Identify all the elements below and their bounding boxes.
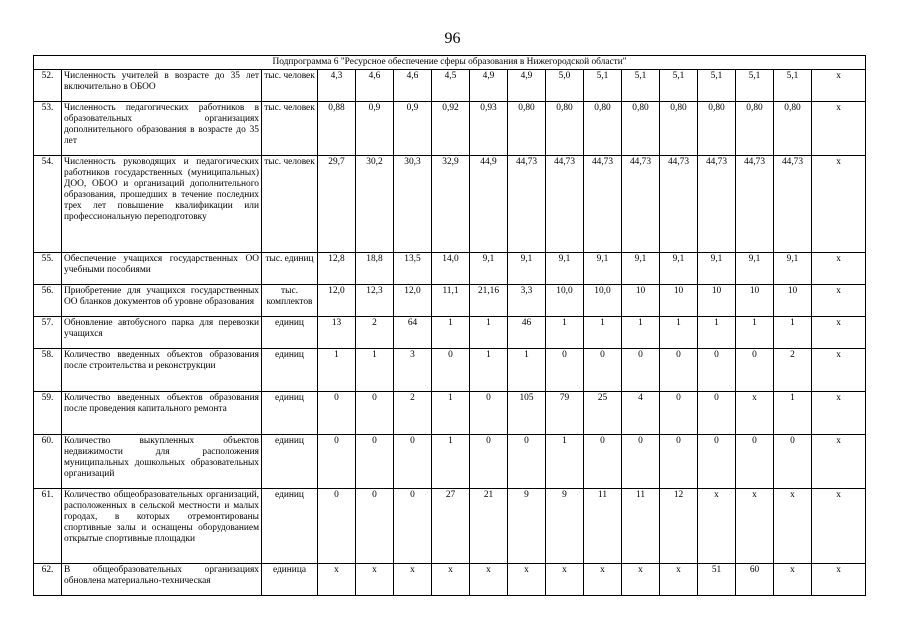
- value-cell: 9,1: [736, 253, 774, 285]
- value-cell: 12: [660, 489, 698, 564]
- value-cell: x: [584, 564, 622, 596]
- table-row: [34, 489, 866, 564]
- value-cell: x: [432, 564, 470, 596]
- value-cell: 0,80: [622, 102, 660, 156]
- value-cell: 0: [356, 392, 394, 435]
- value-cell: 2: [356, 317, 394, 349]
- row-number: 59.: [34, 392, 62, 435]
- value-cell: 4,9: [470, 70, 508, 102]
- table-row: [34, 102, 866, 156]
- value-cell: x: [622, 564, 660, 596]
- row-number: 54.: [34, 156, 62, 253]
- indicator-name: Приобретение для учащихся государственных ОО бланков документов об уровне образования: [62, 285, 262, 317]
- value-cell: 0: [356, 489, 394, 564]
- value-cell: 0: [698, 392, 736, 435]
- table-row: [34, 392, 866, 435]
- row-number: 58.: [34, 349, 62, 392]
- value-cell: 0: [356, 435, 394, 489]
- table-row: [34, 253, 866, 285]
- value-cell: 10: [698, 285, 736, 317]
- subprogram-title: Подпрограмма 6 "Ресурсное обеспечение сферы образования в Нижегородской области": [34, 56, 866, 70]
- value-cell: 0,9: [394, 102, 432, 156]
- indicator-name: Численность педагогических работников в образовательных организациях дополнительного образования в возрасте до 35 лет: [62, 102, 262, 156]
- value-cell: 79: [546, 392, 584, 435]
- value-cell: x: [812, 156, 866, 253]
- value-cell: x: [812, 489, 866, 564]
- value-cell: 9,1: [584, 253, 622, 285]
- value-cell: x: [812, 435, 866, 489]
- table-row: [34, 435, 866, 489]
- value-cell: 1: [774, 392, 812, 435]
- value-cell: 1: [546, 435, 584, 489]
- value-cell: 1: [546, 317, 584, 349]
- value-cell: 10,0: [546, 285, 584, 317]
- indicator-name: Обновление автобусного парка для перевозки учащихся: [62, 317, 262, 349]
- value-cell: 18,8: [356, 253, 394, 285]
- value-cell: 5,1: [660, 70, 698, 102]
- value-cell: 1: [432, 435, 470, 489]
- value-cell: 44,73: [660, 156, 698, 253]
- value-cell: 0: [622, 349, 660, 392]
- value-cell: 9: [546, 489, 584, 564]
- value-cell: 0: [584, 435, 622, 489]
- value-cell: x: [394, 564, 432, 596]
- value-cell: 0: [318, 489, 356, 564]
- value-cell: x: [736, 392, 774, 435]
- value-cell: 44,73: [698, 156, 736, 253]
- value-cell: x: [774, 564, 812, 596]
- value-cell: 10: [660, 285, 698, 317]
- value-cell: 0: [736, 435, 774, 489]
- value-cell: 12,8: [318, 253, 356, 285]
- value-cell: 0: [470, 392, 508, 435]
- indicators-table: [33, 55, 866, 596]
- indicator-name: Численность учителей в возрасте до 35 лет включительно в ОБОО: [62, 70, 262, 102]
- value-cell: 1: [660, 317, 698, 349]
- value-cell: 9,1: [470, 253, 508, 285]
- value-cell: 10,0: [584, 285, 622, 317]
- value-cell: 32,9: [432, 156, 470, 253]
- value-cell: 12,3: [356, 285, 394, 317]
- indicator-name: Количество введенных объектов образования после проведения капитального ремонта: [62, 392, 262, 435]
- value-cell: x: [812, 253, 866, 285]
- unit-cell: тыс. человек: [262, 156, 318, 253]
- indicator-name: Количество введенных объектов образования после строительства и реконструкции: [62, 349, 262, 392]
- value-cell: 0: [318, 392, 356, 435]
- value-cell: x: [812, 70, 866, 102]
- value-cell: 2: [774, 349, 812, 392]
- value-cell: 1: [508, 349, 546, 392]
- value-cell: x: [356, 564, 394, 596]
- unit-cell: тыс. единиц: [262, 253, 318, 285]
- value-cell: 1: [432, 317, 470, 349]
- value-cell: 0,93: [470, 102, 508, 156]
- row-number: 55.: [34, 253, 62, 285]
- value-cell: 0: [736, 349, 774, 392]
- value-cell: 13: [318, 317, 356, 349]
- indicator-name: Количество общеобразовательных организаций, расположенных в сельской местности и малых городах, в которых отремонтированы спортивные залы и оснащены оборудованием открытые спортивные площадки: [62, 489, 262, 564]
- table-row: [34, 285, 866, 317]
- value-cell: x: [812, 349, 866, 392]
- value-cell: 44,73: [546, 156, 584, 253]
- value-cell: 0: [584, 349, 622, 392]
- value-cell: 1: [356, 349, 394, 392]
- value-cell: x: [812, 285, 866, 317]
- value-cell: 5,1: [622, 70, 660, 102]
- indicator-name: В общеобразовательных организациях обновлена материально-техническая: [62, 564, 262, 596]
- value-cell: 10: [736, 285, 774, 317]
- value-cell: 0,80: [736, 102, 774, 156]
- value-cell: x: [318, 564, 356, 596]
- value-cell: 11,1: [432, 285, 470, 317]
- unit-cell: тыс. комплектов: [262, 285, 318, 317]
- value-cell: x: [470, 564, 508, 596]
- value-cell: 0: [698, 435, 736, 489]
- value-cell: 14,0: [432, 253, 470, 285]
- value-cell: 0: [622, 435, 660, 489]
- value-cell: 0: [394, 489, 432, 564]
- value-cell: 11: [584, 489, 622, 564]
- table-row: [34, 70, 866, 102]
- indicator-name: Количество выкупленных объектов недвижимости для расположения муниципальных дошкольных образовательных организаций: [62, 435, 262, 489]
- unit-cell: единиц: [262, 489, 318, 564]
- value-cell: 1: [698, 317, 736, 349]
- unit-cell: тыс. человек: [262, 70, 318, 102]
- value-cell: x: [812, 392, 866, 435]
- table-row: [34, 317, 866, 349]
- value-cell: 0,80: [546, 102, 584, 156]
- value-cell: x: [812, 317, 866, 349]
- value-cell: 29,7: [318, 156, 356, 253]
- unit-cell: единиц: [262, 349, 318, 392]
- value-cell: 105: [508, 392, 546, 435]
- value-cell: 0,80: [774, 102, 812, 156]
- value-cell: 13,5: [394, 253, 432, 285]
- value-cell: 9,1: [622, 253, 660, 285]
- table-row: [34, 156, 866, 253]
- value-cell: 10: [622, 285, 660, 317]
- value-cell: x: [812, 564, 866, 596]
- value-cell: 0,9: [356, 102, 394, 156]
- value-cell: 9: [508, 489, 546, 564]
- value-cell: 44,73: [774, 156, 812, 253]
- value-cell: 30,3: [394, 156, 432, 253]
- value-cell: 9,1: [698, 253, 736, 285]
- value-cell: 0: [546, 349, 584, 392]
- value-cell: 1: [318, 349, 356, 392]
- value-cell: 64: [394, 317, 432, 349]
- value-cell: 1: [470, 349, 508, 392]
- value-cell: 0,80: [508, 102, 546, 156]
- value-cell: 4,5: [432, 70, 470, 102]
- indicator-name: Численность руководящих и педагогических работников государственных (муниципальных) ДОО, ОБОО и организаций дополнительного образования, прошедших в течение последних трех лет повышение квалификации или профессиональную переподготовку: [62, 156, 262, 253]
- unit-cell: единиц: [262, 435, 318, 489]
- value-cell: 5,1: [698, 70, 736, 102]
- value-cell: 0,80: [698, 102, 736, 156]
- value-cell: x: [546, 564, 584, 596]
- value-cell: 12,0: [318, 285, 356, 317]
- value-cell: 44,73: [508, 156, 546, 253]
- value-cell: 1: [736, 317, 774, 349]
- value-cell: 21,16: [470, 285, 508, 317]
- unit-cell: тыс. человек: [262, 102, 318, 156]
- value-cell: 60: [736, 564, 774, 596]
- value-cell: 5,1: [736, 70, 774, 102]
- subprogram-header-row: [34, 56, 866, 70]
- value-cell: 11: [622, 489, 660, 564]
- value-cell: 27: [432, 489, 470, 564]
- value-cell: 51: [698, 564, 736, 596]
- value-cell: x: [774, 489, 812, 564]
- value-cell: 4,3: [318, 70, 356, 102]
- value-cell: 0: [432, 349, 470, 392]
- value-cell: 0: [660, 435, 698, 489]
- value-cell: 4: [622, 392, 660, 435]
- table-row: [34, 564, 866, 596]
- value-cell: 0: [318, 435, 356, 489]
- indicator-name: Обеспечение учащихся государственных ОО учебными пособиями: [62, 253, 262, 285]
- value-cell: 0,80: [660, 102, 698, 156]
- value-cell: 1: [470, 317, 508, 349]
- value-cell: 0: [394, 435, 432, 489]
- value-cell: x: [698, 489, 736, 564]
- value-cell: 0: [660, 349, 698, 392]
- value-cell: 5,0: [546, 70, 584, 102]
- value-cell: 4,6: [394, 70, 432, 102]
- value-cell: 1: [774, 317, 812, 349]
- value-cell: 9,1: [660, 253, 698, 285]
- value-cell: 9,1: [508, 253, 546, 285]
- value-cell: 0,88: [318, 102, 356, 156]
- value-cell: 25: [584, 392, 622, 435]
- page-number: 96: [444, 30, 461, 47]
- value-cell: x: [812, 102, 866, 156]
- value-cell: 0: [774, 435, 812, 489]
- unit-cell: единица: [262, 564, 318, 596]
- row-number: 52.: [34, 70, 62, 102]
- value-cell: 0: [508, 435, 546, 489]
- row-number: 57.: [34, 317, 62, 349]
- value-cell: 44,73: [622, 156, 660, 253]
- value-cell: 21: [470, 489, 508, 564]
- value-cell: 5,1: [584, 70, 622, 102]
- value-cell: x: [660, 564, 698, 596]
- value-cell: 3,3: [508, 285, 546, 317]
- row-number: 60.: [34, 435, 62, 489]
- value-cell: 0,92: [432, 102, 470, 156]
- value-cell: 30,2: [356, 156, 394, 253]
- value-cell: 0: [698, 349, 736, 392]
- value-cell: 10: [774, 285, 812, 317]
- unit-cell: единиц: [262, 392, 318, 435]
- unit-cell: единиц: [262, 317, 318, 349]
- value-cell: 44,9: [470, 156, 508, 253]
- value-cell: 44,73: [736, 156, 774, 253]
- row-number: 53.: [34, 102, 62, 156]
- value-cell: 1: [432, 392, 470, 435]
- row-number: 56.: [34, 285, 62, 317]
- value-cell: 0: [470, 435, 508, 489]
- row-number: 62.: [34, 564, 62, 596]
- table-row: [34, 349, 866, 392]
- value-cell: 0,80: [584, 102, 622, 156]
- value-cell: 4,6: [356, 70, 394, 102]
- value-cell: 9,1: [546, 253, 584, 285]
- value-cell: 46: [508, 317, 546, 349]
- value-cell: 44,73: [584, 156, 622, 253]
- value-cell: 3: [394, 349, 432, 392]
- value-cell: 5,1: [774, 70, 812, 102]
- value-cell: x: [736, 489, 774, 564]
- value-cell: 1: [622, 317, 660, 349]
- value-cell: x: [508, 564, 546, 596]
- value-cell: 12,0: [394, 285, 432, 317]
- value-cell: 2: [394, 392, 432, 435]
- value-cell: 1: [584, 317, 622, 349]
- row-number: 61.: [34, 489, 62, 564]
- value-cell: 9,1: [774, 253, 812, 285]
- value-cell: 0: [660, 392, 698, 435]
- value-cell: 4,9: [508, 70, 546, 102]
